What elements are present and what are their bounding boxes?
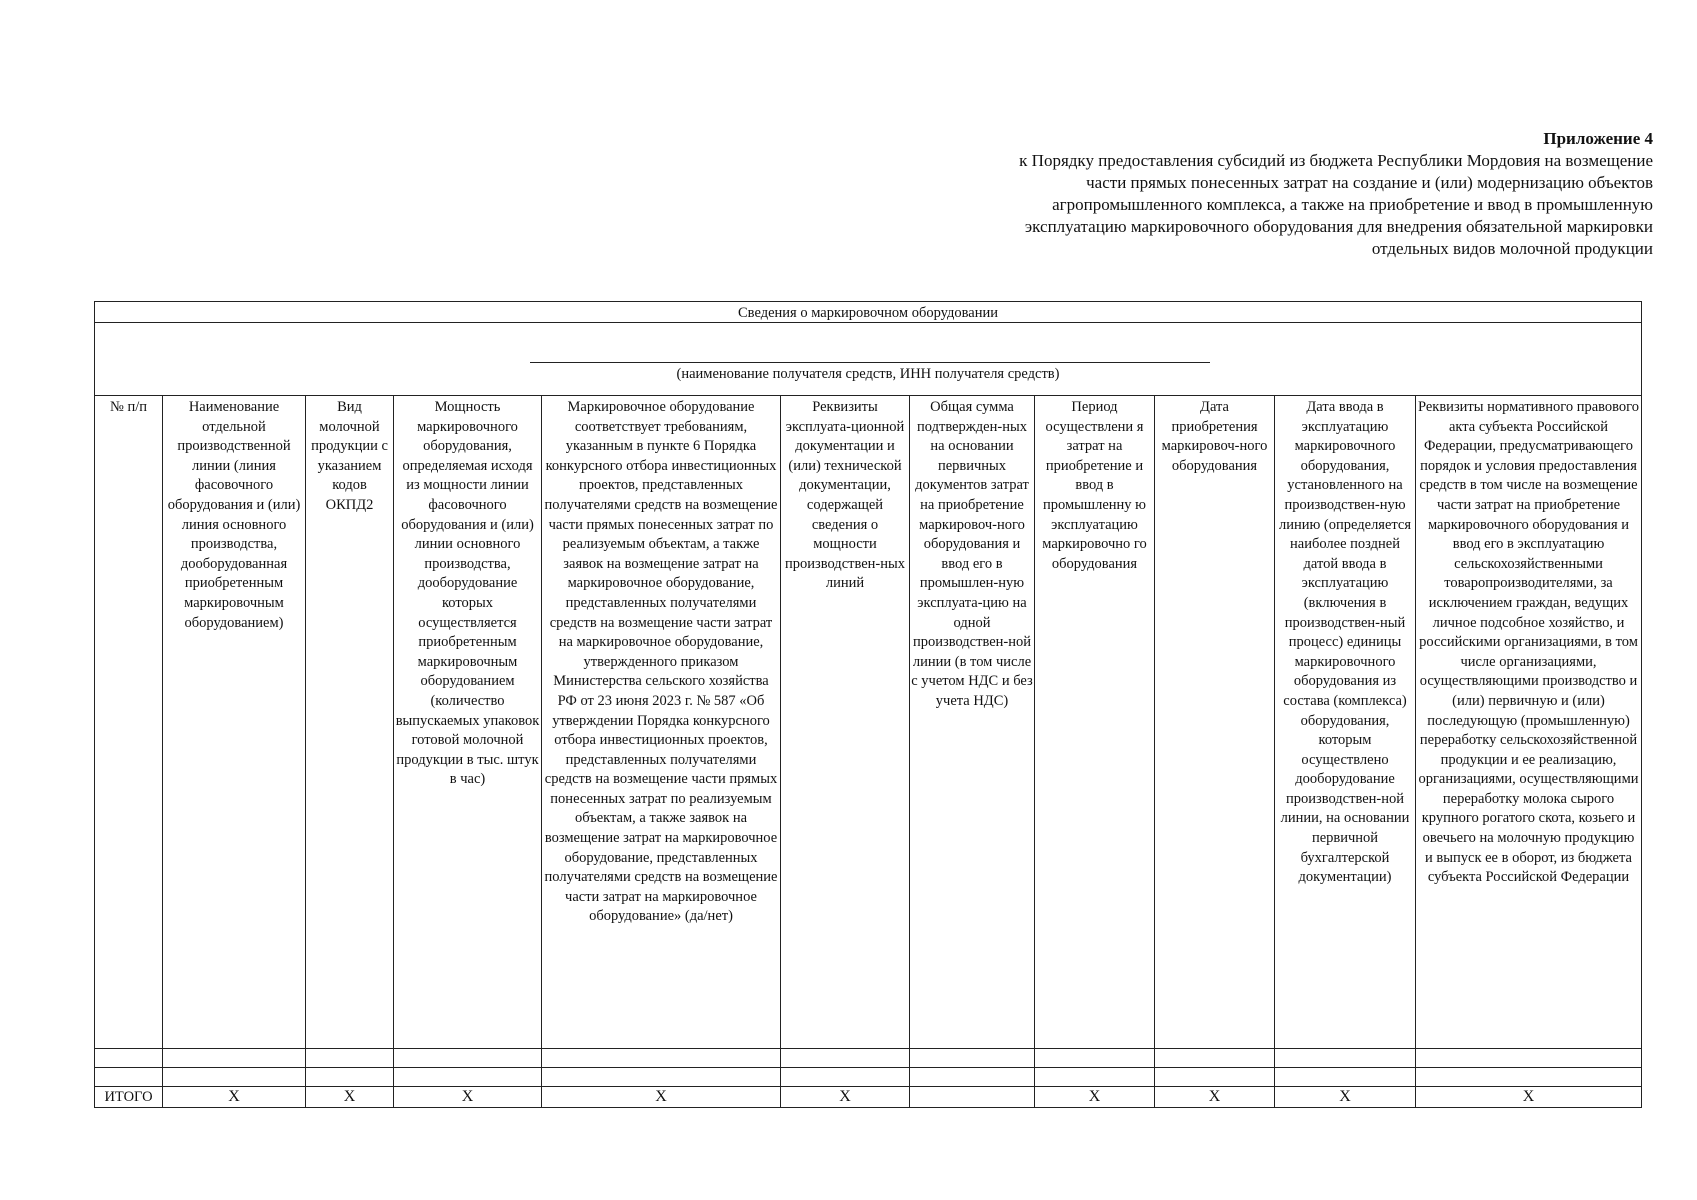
appendix-line-1: к Порядку предоставления субсидий из бюджета Республики Мордовия на возмещение — [1019, 151, 1653, 170]
appendix-line-5: отдельных видов молочной продукции — [1371, 239, 1653, 258]
col-header-line-name: Наименование отдельной производственной линии (линия фасовочного оборудования и (или) линия основного производства, дооборудованная приобретенным маркировочным оборудованием) — [163, 396, 306, 1049]
table-cell[interactable] — [306, 1068, 394, 1087]
total-row — [95, 1087, 1642, 1108]
table-cell[interactable] — [306, 1049, 394, 1068]
col-header-purchase-date: Дата приобретения маркировоч-ного оборудования — [1155, 396, 1275, 1049]
table-cell[interactable] — [910, 1068, 1035, 1087]
table-row — [95, 1068, 1642, 1087]
total-cell: X — [1275, 1087, 1416, 1108]
total-cell: X — [306, 1087, 394, 1108]
total-cell: X — [163, 1087, 306, 1108]
appendix-line-3: агропромышленного комплекса, а также на приобретение и ввод в промышленную — [1052, 195, 1653, 214]
col-header-total-cost: Общая сумма подтвержден-ных на основании первичных документов затрат на приобретение маркировоч-ного оборудования и ввод его в промышлен-ную эксплуата-цию на одной производствен-ной линии (в том числе с учетом НДС и без учета НДС) — [910, 396, 1035, 1049]
table-cell[interactable] — [1416, 1068, 1642, 1087]
col-header-commission-date: Дата ввода в эксплуатацию маркировочного оборудования, установленного на производствен-ную линию (определяется наиболее поздней датой ввода в эксплуатацию (включения в производствен-ный процесс) единицы маркировочного оборудования из состава (комплекса) оборудования, которым осуществлено дооборудование производствен-ной линии, на основании первичной бухгалтерской документации) — [1275, 396, 1416, 1049]
total-cell: X — [1155, 1087, 1275, 1108]
total-cell: X — [781, 1087, 910, 1108]
total-cell: X — [394, 1087, 542, 1108]
table-cell[interactable] — [910, 1049, 1035, 1068]
col-header-documentation: Реквизиты эксплуата-ционной документации и (или) технической документации, содержащей сведения о мощности производствен-ных линий — [781, 396, 910, 1049]
total-cell: X — [542, 1087, 781, 1108]
table-cell[interactable] — [1035, 1068, 1155, 1087]
table-cell[interactable] — [394, 1049, 542, 1068]
appendix-header — [753, 128, 1653, 260]
table-cell[interactable] — [163, 1068, 306, 1087]
total-label: ИТОГО — [95, 1087, 163, 1108]
equipment-table — [94, 301, 1642, 1108]
table-cell[interactable] — [542, 1049, 781, 1068]
appendix-line-4: эксплуатацию маркировочного оборудования для внедрения обязательной маркировки — [1024, 217, 1653, 236]
table-cell[interactable] — [1035, 1049, 1155, 1068]
table-cell[interactable] — [781, 1049, 910, 1068]
total-cell: X — [1035, 1087, 1155, 1108]
recipient-field — [95, 323, 1642, 396]
table-cell[interactable] — [95, 1049, 163, 1068]
col-header-legal-act: Реквизиты нормативного правового акта субъекта Российской Федерации, предусматривающего порядок и условия предоставления средств в том числе на возмещение части затрат на приобретение маркировочного оборудования и ввод его в эксплуатацию сельскохозяйственными товаропроизводителями, за исключением граждан, ведущих личное подсобное хозяйство, и российскими организациями, в том числе организациями, осуществляющими производство и (или) первичную и (или) последующую (промышленную) переработку сельскохозяйственной продукции и ее реализацию, организациями, осуществляющими переработку молока сырого крупного рогатого скота, козьего и овечьего на молочную продукцию и выпуск ее в оборот, из бюджета субъекта Российской Федерации — [1416, 396, 1642, 1049]
col-header-product-type: Вид молочной продукции с указанием кодов ОКПД2 — [306, 396, 394, 1049]
table-row — [95, 1049, 1642, 1068]
table-cell[interactable] — [781, 1068, 910, 1087]
table-cell[interactable] — [95, 1068, 163, 1087]
col-header-period: Период осуществлени я затрат на приобретение и ввод в промышленну ю эксплуатацию маркировочно го оборудования — [1035, 396, 1155, 1049]
table-caption: Сведения о маркировочном оборудовании — [95, 302, 1642, 323]
appendix-line-2: части прямых понесенных затрат на создание и (или) модернизацию объектов — [1086, 173, 1653, 192]
table-cell[interactable] — [163, 1049, 306, 1068]
table-cell[interactable] — [1155, 1049, 1275, 1068]
table-cell[interactable] — [1416, 1049, 1642, 1068]
recipient-caption: (наименование получателя средств, ИНН получателя средств) — [676, 366, 1060, 382]
table-cell[interactable] — [1275, 1068, 1416, 1087]
table-cell[interactable] — [1275, 1049, 1416, 1068]
col-header-number: № п/п — [95, 396, 163, 1049]
table-cell[interactable] — [542, 1068, 781, 1087]
col-header-requirements: Маркировочное оборудование соответствует требованиям, указанным в пункте 6 Порядка конкурсного отбора инвестиционных проектов, представленных получателями средств на возмещение части прямых понесенных затрат по реализуемым объектам, а также заявок на возмещение затрат на маркировочное оборудование, представленных получателями средств на возмещение части затрат на маркировочное оборудование, утвержденного приказом Министерства сельского хозяйства РФ от 23 июня 2023 г. № 587 «Об утверждении Порядка конкурсного отбора инвестиционных проектов, представленных получателями средств на возмещение части прямых понесенных затрат по реализуемым объектам, а также заявок на возмещение затрат на маркировочное оборудование, представленных получателями средств на возмещение части затрат на маркировочное оборудование» (да/нет) — [542, 396, 781, 1049]
table-cell[interactable] — [394, 1068, 542, 1087]
col-header-capacity: Мощность маркировочного оборудования, определяемая исходя из мощности линии фасовочного оборудования и (или) линии основного производства, дооборудование которых осуществляется приобретенным маркировочным оборудованием (количество выпускаемых упаковок готовой молочной продукции в тыс. штук в час) — [394, 396, 542, 1049]
total-sum-cell[interactable] — [910, 1087, 1035, 1108]
recipient-underline — [530, 362, 1210, 363]
appendix-title: Приложение 4 — [1543, 129, 1653, 148]
table-cell[interactable] — [1155, 1068, 1275, 1087]
total-cell: X — [1416, 1087, 1642, 1108]
